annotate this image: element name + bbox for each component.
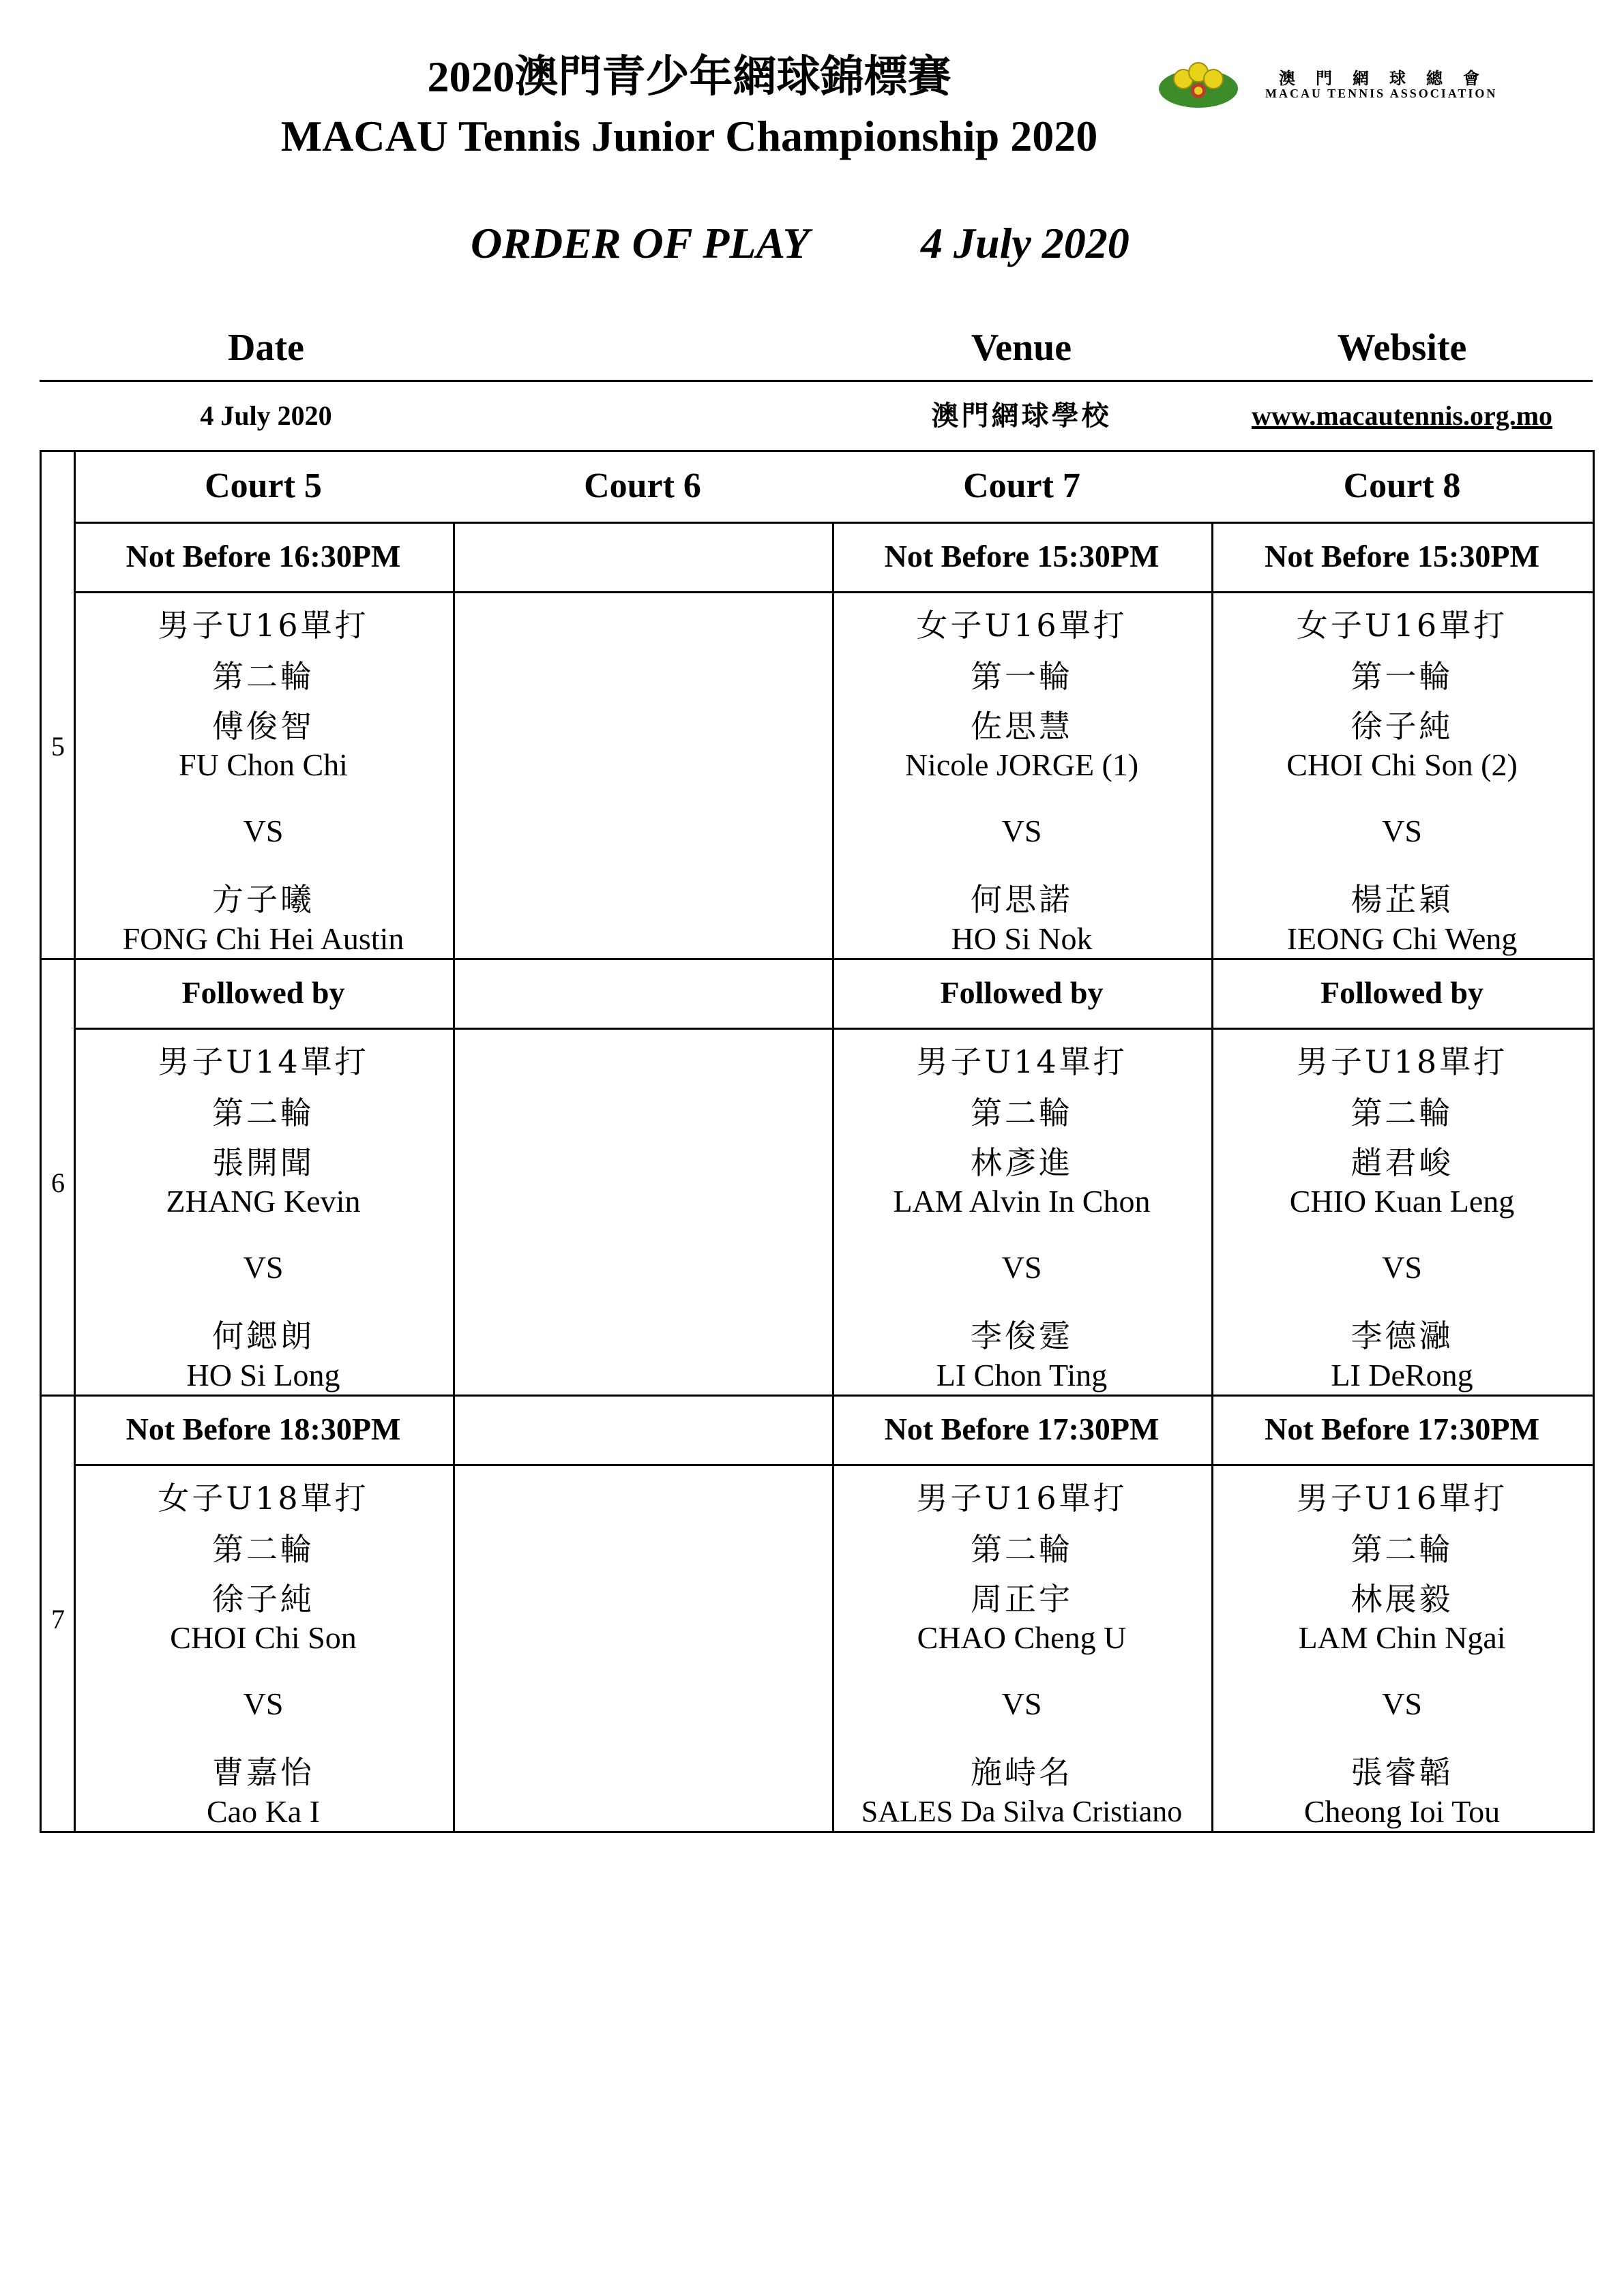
versus-label: VS xyxy=(1001,1250,1042,1285)
player1-name-english: LAM Alvin In Chon xyxy=(893,1184,1151,1219)
player2-name-english: IEONG Chi Weng xyxy=(1286,921,1518,956)
court-header-court-8: Court 8 xyxy=(1343,466,1461,505)
date-value: 4 July 2020 xyxy=(200,400,332,431)
player1-name-chinese: 傅俊智 xyxy=(212,708,314,745)
table-row-divider xyxy=(74,591,1593,593)
player2-name-chinese: 李俊霆 xyxy=(971,1317,1073,1354)
order-of-play-label: ORDER OF PLAY xyxy=(471,219,810,267)
player2-name-chinese: 施峙名 xyxy=(971,1754,1073,1791)
slot-number: 7 xyxy=(51,1604,65,1635)
player1-name-chinese: 佐思慧 xyxy=(971,708,1073,745)
association-name-chinese: 澳門網球總會 xyxy=(1279,70,1500,88)
time-slot-header: Not Before 17:30PM xyxy=(1265,1412,1539,1446)
versus-label: VS xyxy=(243,1686,284,1721)
round-label: 第二輪 xyxy=(212,1531,314,1568)
event-label: 男子U14單打 xyxy=(916,1043,1127,1080)
round-label: 第二輪 xyxy=(1350,1531,1453,1568)
player2-name-chinese: 李德瀜 xyxy=(1350,1317,1453,1354)
time-slot-header: Not Before 15:30PM xyxy=(884,539,1160,573)
round-label: 第一輪 xyxy=(971,658,1073,695)
player2-name-english: Cheong Ioi Tou xyxy=(1303,1794,1501,1829)
table-row-divider xyxy=(74,1028,1593,1030)
versus-label: VS xyxy=(1001,814,1042,848)
event-label: 男子U18單打 xyxy=(1296,1043,1508,1080)
venue-header: Venue xyxy=(971,327,1072,369)
time-slot-header: Not Before 17:30PM xyxy=(884,1412,1160,1446)
player1-name-chinese: 周正宇 xyxy=(971,1581,1073,1617)
event-label: 男子U14單打 xyxy=(158,1043,369,1080)
slot-number: 5 xyxy=(51,731,65,762)
player2-name-english: SALES Da Silva Cristiano xyxy=(861,1795,1183,1828)
player2-name-english: Cao Ka I xyxy=(206,1794,321,1829)
player2-name-english: HO Si Nok xyxy=(951,921,1093,956)
table-border-right xyxy=(1593,450,1595,1833)
time-slot-header: Followed by xyxy=(940,975,1104,1010)
player2-name-chinese: 方子曦 xyxy=(212,881,314,918)
player1-name-english: CHIO Kuan Leng xyxy=(1289,1184,1515,1219)
player1-name-chinese: 徐子純 xyxy=(1350,708,1453,745)
player2-name-english: HO Si Long xyxy=(186,1358,340,1392)
versus-label: VS xyxy=(1382,1686,1422,1721)
court-header-court-7: Court 7 xyxy=(963,466,1080,505)
player2-name-chinese: 何思諾 xyxy=(971,881,1073,918)
divider xyxy=(40,380,1593,382)
website-header: Website xyxy=(1337,327,1467,369)
versus-label: VS xyxy=(1001,1686,1042,1721)
round-label: 第二輪 xyxy=(971,1094,1073,1131)
player2-name-english: LI DeRong xyxy=(1331,1358,1473,1392)
player1-name-chinese: 徐子純 xyxy=(212,1581,314,1617)
title-english: MACAU Tennis Junior Championship 2020 xyxy=(280,112,1098,160)
website-link[interactable]: www.macautennis.org.mo xyxy=(1251,400,1553,431)
player2-name-english: LI Chon Ting xyxy=(936,1358,1108,1392)
order-of-play-date: 4 July 2020 xyxy=(921,219,1130,267)
player1-name-english: CHOI Chi Son xyxy=(170,1620,357,1655)
player2-name-chinese: 何鍶朗 xyxy=(212,1317,314,1354)
player1-name-english: FU Chon Chi xyxy=(179,747,348,782)
player1-name-english: CHOI Chi Son (2) xyxy=(1286,747,1518,782)
player1-name-english: Nicole JORGE (1) xyxy=(904,747,1139,782)
player1-name-chinese: 林彥進 xyxy=(971,1144,1073,1181)
event-label: 女子U18單打 xyxy=(158,1480,369,1517)
player1-name-chinese: 趙君峻 xyxy=(1350,1144,1453,1181)
versus-label: VS xyxy=(1382,814,1422,848)
round-label: 第一輪 xyxy=(1350,658,1453,695)
table-row-divider xyxy=(74,1464,1593,1466)
time-slot-header: Followed by xyxy=(181,975,345,1010)
court-header-court-5: Court 5 xyxy=(205,466,322,505)
round-label: 第二輪 xyxy=(212,658,314,695)
player2-name-chinese: 張睿韜 xyxy=(1350,1754,1453,1791)
association-name-english: MACAU TENNIS ASSOCIATION xyxy=(1265,87,1498,100)
versus-label: VS xyxy=(243,814,284,848)
player2-name-english: FONG Chi Hei Austin xyxy=(122,921,404,956)
player1-name-chinese: 張開聞 xyxy=(212,1144,314,1181)
venue-value: 澳門網球學校 xyxy=(931,400,1112,432)
player1-name-chinese: 林展毅 xyxy=(1350,1581,1453,1617)
time-slot-header: Followed by xyxy=(1320,975,1483,1010)
player1-name-english: LAM Chin Ngai xyxy=(1298,1620,1506,1655)
slot-number: 6 xyxy=(51,1167,65,1198)
versus-label: VS xyxy=(243,1250,284,1285)
event-label: 男子U16單打 xyxy=(1296,1480,1508,1517)
time-slot-header: Not Before 18:30PM xyxy=(126,1412,401,1446)
versus-label: VS xyxy=(1382,1250,1422,1285)
title-chinese: 2020澳門青少年網球錦標賽 xyxy=(427,53,951,101)
event-label: 女子U16單打 xyxy=(1296,607,1508,644)
date-header: Date xyxy=(228,327,304,369)
player2-name-chinese: 楊芷穎 xyxy=(1350,881,1453,918)
round-label: 第二輪 xyxy=(1350,1094,1453,1131)
event-label: 女子U16單打 xyxy=(916,607,1127,644)
event-label: 男子U16單打 xyxy=(158,607,369,644)
event-label: 男子U16單打 xyxy=(916,1480,1127,1517)
player2-name-chinese: 曹嘉怡 xyxy=(212,1754,314,1791)
round-label: 第二輪 xyxy=(971,1531,1073,1568)
player1-name-english: CHAO Cheng U xyxy=(917,1620,1127,1655)
court-header-court-6: Court 6 xyxy=(584,466,701,505)
round-label: 第二輪 xyxy=(212,1094,314,1131)
time-slot-header: Not Before 15:30PM xyxy=(1265,539,1539,573)
player1-name-english: ZHANG Kevin xyxy=(166,1184,361,1219)
time-slot-header: Not Before 16:30PM xyxy=(126,539,401,573)
table-column-divider xyxy=(453,522,455,1831)
table-border-left xyxy=(40,450,42,1833)
